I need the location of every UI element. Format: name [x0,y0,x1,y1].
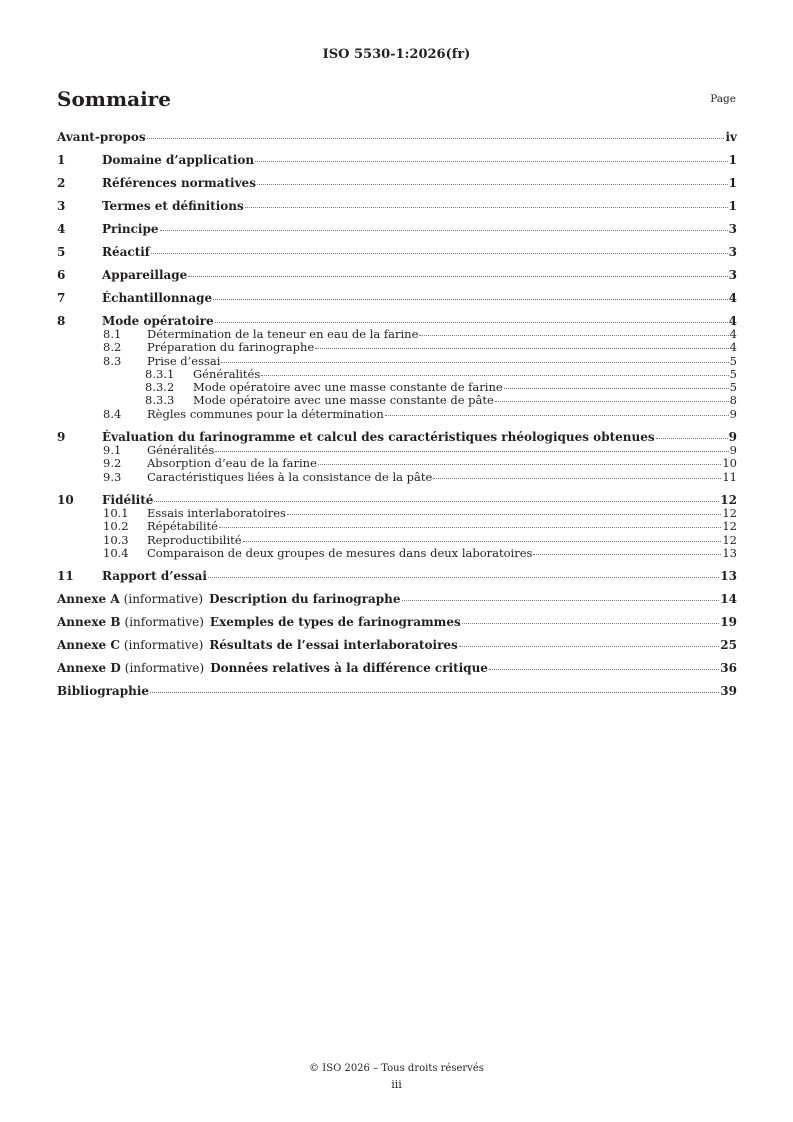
toc-entry-label: Détermination de la teneur en eau de la farine [147,327,419,341]
toc-entry-label: Préparation du farinographe [147,340,315,355]
toc-entry-label: Fidélité [102,492,154,507]
dot-leader [255,161,728,162]
dot-leader [257,184,728,185]
dot-leader [154,501,719,502]
toc-entry-label: Prise d’essai [147,353,221,368]
annex-label: Résultats de l’essai interlaboratoires [209,638,458,653]
dot-leader [147,138,725,139]
toc-entry[interactable] [57,471,737,484]
toc-entry[interactable] [57,381,737,394]
toc-entry-page: 10 [722,456,737,471]
toc-entry-label: Bibliographie [57,684,150,699]
dot-leader [150,692,719,693]
toc-entry-annex[interactable] [57,638,737,652]
annex-informative: (informative) [123,592,204,607]
toc-entry-page: 5 [729,380,737,395]
toc-entry[interactable] [57,199,737,213]
dot-leader [213,299,727,300]
page-column-label: Page [710,93,736,105]
toc-entry-page: 3 [728,245,737,259]
toc-entry-page: 9 [729,443,737,458]
toc-entry[interactable] [57,291,737,305]
toc-entry[interactable] [57,268,737,282]
dot-leader [160,230,728,231]
toc-entry-number: 10.4 [103,545,129,560]
dot-leader [433,478,721,479]
toc-entry[interactable] [57,569,737,583]
dot-leader [318,464,721,465]
toc-entry-page: 9 [728,430,737,445]
toc-entry-annex[interactable] [57,592,737,606]
toc-entry-page: iv [725,130,737,144]
dot-leader [419,335,728,336]
toc-entry-number: 8.3 [103,353,122,368]
toc-entry-number: 10.2 [103,519,129,534]
toc-entry-label: Réactif [102,245,150,259]
dot-leader [245,207,728,208]
toc-entry-label: Rapport d’essai [102,569,207,584]
toc-entry[interactable] [57,153,737,167]
toc-entry-page: 12 [720,492,737,507]
toc-entry-label: Mode opératoire avec une masse constante de farine [193,380,503,395]
annex-label: Exemples de types de farinogrammes [209,615,461,630]
toc-entry[interactable] [57,314,737,328]
toc-entry-page: 5 [729,353,737,368]
toc-entry-page: 4 [728,291,737,305]
annex-title: Annexe A [57,592,120,607]
toc-entry-page: 1 [728,153,737,167]
annex-label: Description du farinographe [209,592,401,607]
toc-entry-page: 1 [728,176,737,190]
toc-entry-page: 36 [720,661,737,676]
toc-entry[interactable] [57,493,737,507]
toc-entry-page: 19 [720,615,737,630]
toc-entry-label: Échantillonnage [102,291,213,305]
toc-entry-number: 9.2 [103,456,122,471]
document-header: ISO 5530-1:2026(fr) [322,47,471,62]
dot-leader [656,438,728,439]
toc-entry-number: 3 [57,199,66,213]
dot-leader [287,514,721,515]
dot-leader [462,623,720,624]
toc-entry-page: 4 [729,327,737,341]
toc-title: Sommaire [57,87,171,111]
dot-leader [219,527,721,528]
toc-entry-label: Caractéristiques liées à la consistance de la pâte [147,469,433,484]
toc-entry-page: 4 [729,340,737,355]
dot-leader [489,669,719,670]
toc-entry-number: 11 [57,569,74,584]
annex-title: Annexe D [57,661,121,676]
toc-entry[interactable] [57,394,737,407]
toc-entry-label: Évaluation du farinogramme et calcul des caractéristiques rhéologiques obtenues [102,430,655,445]
toc-entry-number: 9.3 [103,469,122,484]
toc-entry-annex[interactable] [57,661,737,675]
toc-entry-page: 39 [720,684,737,699]
annex-label: Données relatives à la différence critique [210,661,488,676]
toc-entry-number: 5 [57,245,66,259]
toc-entry[interactable] [57,368,737,381]
toc-entry-page: 11 [722,469,737,484]
annex-title: Annexe B [57,615,121,630]
dot-leader [208,577,719,578]
toc-entry-label: Termes et définitions [102,199,244,213]
toc-entry[interactable] [57,222,737,236]
toc-entry-label: Répétabilité [147,519,218,534]
toc-entry-number: 8.1 [103,327,122,341]
dot-leader [243,541,722,542]
annex-informative: (informative) [124,661,205,676]
toc-entry-label: Appareillage [102,268,188,282]
dot-leader [188,276,727,277]
toc-entry[interactable] [57,130,737,144]
toc-entry[interactable] [57,684,737,698]
toc-entry[interactable] [57,507,737,520]
dot-leader [215,451,728,452]
toc-entry-label: Essais interlaboratoires [147,505,286,520]
toc-entry[interactable] [57,457,737,470]
toc-entry-page: 5 [729,366,737,381]
toc-entry-page: 12 [722,505,737,520]
toc-entry-page: 4 [728,314,737,328]
toc-entry-label: Règles communes pour la détermination [147,406,384,421]
toc-entry-number: 1 [57,153,66,167]
toc-entry[interactable] [57,430,737,444]
dot-leader [385,415,729,416]
toc-entry-number: 8.3.1 [145,366,175,381]
toc-entry-number: 4 [57,222,66,236]
copyright-footer: © ISO 2026 – Tous droits réservés [309,1063,484,1074]
dot-leader [504,388,729,389]
toc-entry-label: Absorption d’eau de la farine [147,456,317,471]
toc-entry-label: Comparaison de deux groupes de mesures dans deux laboratoires [147,545,533,560]
toc-entry-number: 8.3.2 [145,380,175,395]
toc-entry-number: 8 [57,314,66,328]
toc-entry-number: 9 [57,430,66,445]
toc-entry-number: 10 [57,492,74,507]
toc-entry-page: 1 [728,199,737,213]
annex-title: Annexe C [57,638,120,653]
dot-leader [221,362,728,363]
footer-page-number: iii [391,1078,402,1091]
toc-entry-page: 12 [722,532,737,547]
toc-entry-label: Généralités [193,366,261,381]
toc-entry[interactable] [57,547,737,560]
dot-leader [533,554,721,555]
toc-entry-number: 10.3 [103,532,129,547]
toc-entry[interactable] [57,341,737,354]
dot-leader [261,375,728,376]
toc-entry[interactable] [57,520,737,533]
dot-leader [459,646,720,647]
toc-entry-page: 14 [720,592,737,607]
annex-informative: (informative) [124,615,204,630]
toc-entry-annex[interactable] [57,615,737,629]
toc-entry-page: 25 [720,638,737,653]
toc-entry-number: 8.3.3 [145,393,175,408]
toc-entry[interactable] [57,408,737,421]
dot-leader [215,322,728,323]
toc-entry-page: 3 [728,222,737,236]
dot-leader [495,401,729,402]
toc-entry-number: 8.4 [103,406,122,421]
toc-entry[interactable] [57,245,737,259]
toc-entry-page: 8 [729,393,737,408]
toc-entry-label: Avant-propos [57,130,146,144]
toc-entry[interactable] [57,444,737,457]
toc-entry-number: 9.1 [103,443,122,458]
toc-entry-page: 3 [728,268,737,282]
toc-entry-page: 12 [722,519,737,534]
toc-entry-label: Reproductibilité [147,532,242,547]
toc-entry-label: Références normatives [102,176,256,190]
annex-informative: (informative) [123,638,204,653]
toc-entry-number: 7 [57,291,66,305]
table-of-contents [57,130,737,698]
toc-entry-number: 8.2 [103,340,122,355]
toc-entry[interactable] [57,355,737,368]
toc-entry-label: Mode opératoire [102,314,214,328]
toc-entry[interactable] [57,534,737,547]
toc-entry[interactable] [57,328,737,341]
toc-entry-number: 2 [57,176,66,190]
dot-leader [315,348,728,349]
toc-entry[interactable] [57,176,737,190]
toc-entry-label: Principe [102,222,159,236]
dot-leader [402,600,720,601]
toc-entry-page: 13 [722,545,737,560]
toc-entry-label: Mode opératoire avec une masse constante de pâte [193,393,494,408]
toc-entry-label: Généralités [147,443,215,458]
toc-entry-page: 13 [720,569,737,584]
dot-leader [151,253,728,254]
toc-entry-number: 10.1 [103,505,129,520]
toc-entry-page: 9 [729,406,737,421]
toc-entry-label: Domaine d’application [102,153,255,167]
toc-entry-number: 6 [57,268,66,282]
